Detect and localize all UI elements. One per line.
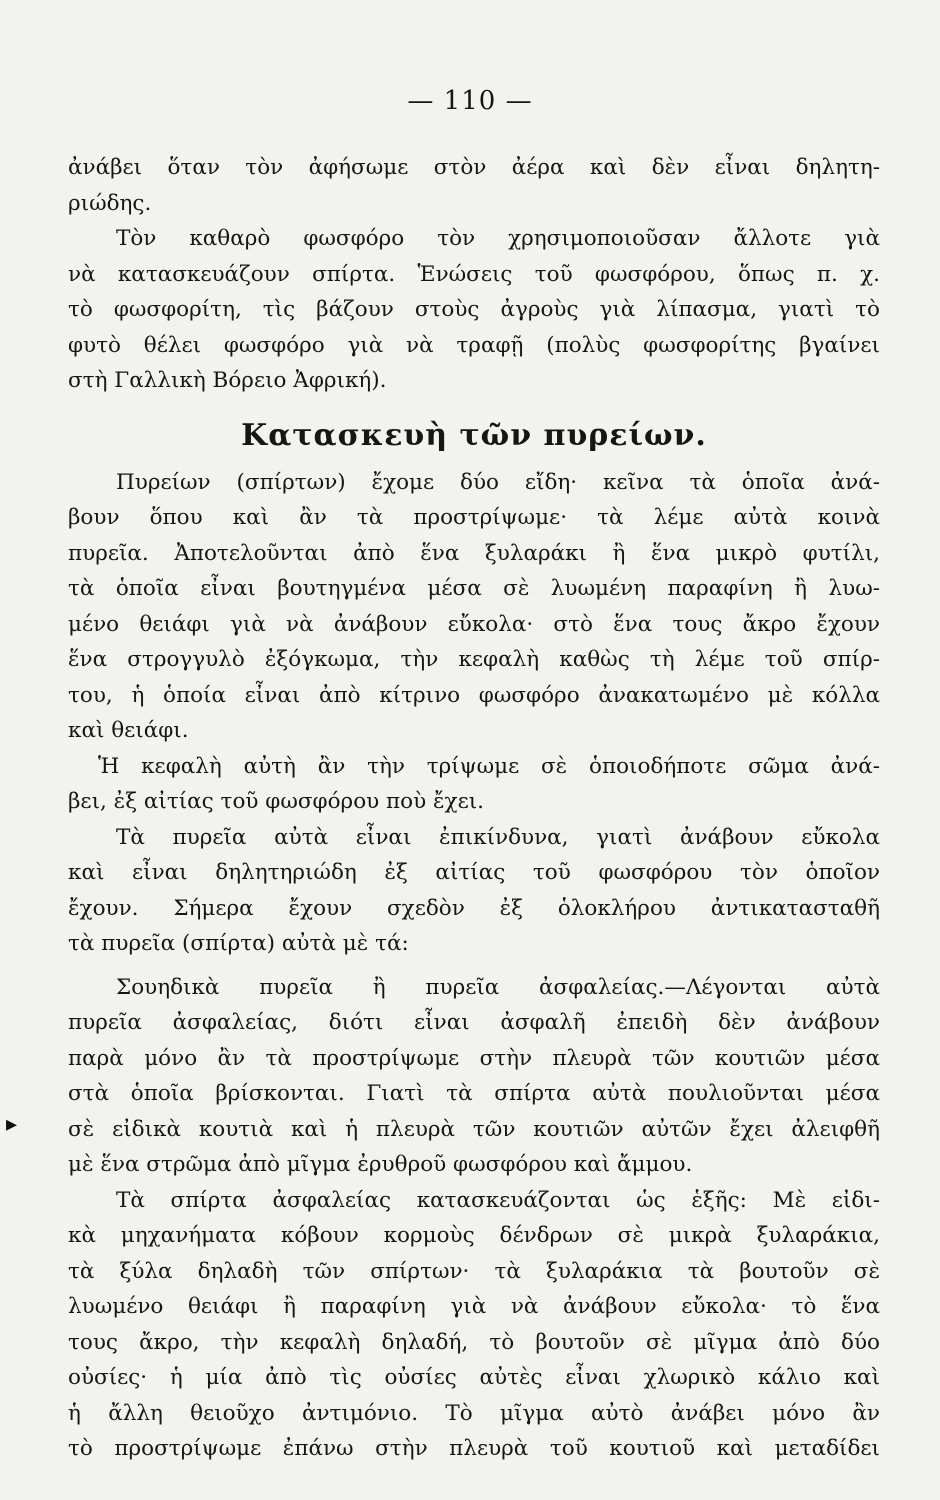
text-line: Πυρείων (σπίρτων) ἔχομε δύο εἴδη· κεῖνα τὰ ὁποῖα ἀνά- (116, 469, 880, 495)
text-line: καὶ θειάφι. (68, 718, 189, 743)
text-line: ἀνάβει ὅταν τὸν ἀφήσωμε στὸν ἀέρα καὶ δὲν εἶναι δηλητη- (68, 155, 880, 180)
text-line: τὸ προστρίψωμε ἐπάνω στὴν πλευρὰ τοῦ κουτιοῦ καὶ μεταδίδει (68, 1436, 880, 1461)
text-line: Τὰ σπίρτα ἀσφαλείας κατασκευάζονται ὡς ἑξῆς: Μὲ εἰδι- (116, 1187, 880, 1213)
text-line: του, ἡ ὁποία εἶναι ἀπὸ κίτρινο φωσφόρο ἀνακατωμένο μὲ κόλλα (68, 682, 880, 708)
text-line: φυτὸ θέλει φωσφόρο γιὰ νὰ τραφῇ (πολὺς φωσφορίτης βγαίνει (68, 332, 880, 358)
text-line: ἔχουν. Σήμερα ἔχουν σχεδὸν ἐξ ὁλοκλήρου ἀντικατασταθῆ (68, 895, 880, 921)
text-line: κὰ μηχανήματα κόβουν κορμοὺς δένδρων σὲ μικρὰ ξυλαράκια, (68, 1223, 880, 1248)
text-line: παρὰ μόνο ἂν τὰ προστρίψωμε στὴν πλευρὰ τῶν κουτιῶν μέσα (68, 1045, 880, 1071)
text-line: καὶ εἶναι δηλητηριώδη ἐξ αἰτίας τοῦ φωσφόρου τὸν ὁποῖον (68, 860, 880, 885)
text-line: μὲ ἕνα στρῶμα ἀπὸ μῖγμα ἐρυθροῦ φωσφόρου καὶ ἄμμου. (68, 1152, 693, 1177)
section-heading: Κατασκευὴ τῶν πυρείων. (241, 417, 707, 453)
text-line: ἕνα στρογγυλὸ ἐξόγκωμα, τὴν κεφαλὴ καθὼς τὴ λέμε τοῦ σπίρ- (68, 647, 880, 672)
body-text (68, 150, 880, 1467)
text-line: Σουηδικὰ πυρεῖα ἢ πυρεῖα ἀσφαλείας.—Λέγονται αὐτὰ (116, 974, 880, 1000)
text-line: Τὰ πυρεῖα αὐτὰ εἶναι ἐπικίνδυνα, γιατὶ ἀνάβουν εὔκολα (116, 824, 880, 850)
text-line: τὸ φωσφορίτη, τὶς βάζουν στοὺς ἀγροὺς γιὰ λίπασμα, γιατὶ τὸ (68, 297, 880, 322)
text-line: Ἡ κεφαλὴ αὐτὴ ἂν τὴν τρίψωμε σὲ ὁποιοδήποτε σῶμα ἀνά- (98, 753, 880, 779)
text-line: στὴ Γαλλικὴ Βόρειο Ἀφρική). (68, 368, 387, 393)
text-line: τους ἄκρο, τὴν κεφαλὴ δηλαδή, τὸ βουτοῦν σὲ μῖγμα ἀπὸ δύο (68, 1329, 880, 1355)
text-line: τὰ πυρεῖα (σπίρτα) αὐτὰ μὲ τά: (68, 931, 409, 956)
text-line: τὰ ξύλα δηλαδὴ τῶν σπίρτων· τὰ ξυλαράκια τὰ βουτοῦν σὲ (68, 1258, 880, 1284)
text-line: πυρεῖα ἀσφαλείας, διότι εἶναι ἀσφαλῆ ἐπειδὴ δὲν ἀνάβουν (68, 1010, 880, 1035)
text-line: σὲ εἰδικὰ κουτιὰ καὶ ἡ πλευρὰ τῶν κουτιῶν αὐτῶν ἔχει ἀλειφθῆ (68, 1116, 880, 1142)
text-line: πυρεῖα. Ἀποτελοῦνται ἀπὸ ἕνα ξυλαράκι ἢ ἕνα μικρὸ φυτίλι, (68, 540, 880, 566)
text-line: νὰ κατασκευάζουν σπίρτα. Ἑνώσεις τοῦ φωσφόρου, ὅπως π. χ. (68, 261, 880, 287)
text-line: Τὸν καθαρὸ φωσφόρο τὸν χρησιμοποιοῦσαν ἄλλοτε γιὰ (116, 226, 880, 251)
text-line: ριώδης. (68, 190, 152, 216)
text-line: οὐσίες· ἡ μία ἀπὸ τὶς οὐσίες αὐτὲς εἶναι χλωρικὸ κάλιο καὶ (68, 1365, 880, 1390)
page-number: — 110 — (407, 86, 533, 116)
text-line: ἡ ἄλλη θειοῦχο ἀντιμόνιο. Τὸ μῖγμα αὐτὸ ἀνάβει μόνο ἂν (68, 1400, 880, 1426)
text-line: βουν ὅπου καὶ ἂν τὰ προστρίψωμε· τὰ λέμε αὐτὰ κοινὰ (68, 505, 880, 530)
text-line: βει, ἐξ αἰτίας τοῦ φωσφόρου ποὺ ἔχει. (68, 789, 484, 814)
text-line: μένο θειάφι γιὰ νὰ ἀνάβουν εὔκολα· στὸ ἕνα τους ἄκρο ἔχουν (68, 611, 880, 637)
margin-mark: ▸ (6, 1112, 18, 1137)
text-line: τὰ ὁποῖα εἶναι βουτηγμένα μέσα σὲ λυωμένη παραφίνη ἢ λυω- (68, 576, 880, 601)
text-line: λυωμένο θειάφι ἢ παραφίνη γιὰ νὰ ἀνάβουν εὔκολα· τὸ ἕνα (68, 1294, 880, 1319)
text-line: στὰ ὁποῖα βρίσκονται. Γιατὶ τὰ σπίρτα αὐτὰ πουλιοῦνται μέσα (68, 1081, 880, 1106)
